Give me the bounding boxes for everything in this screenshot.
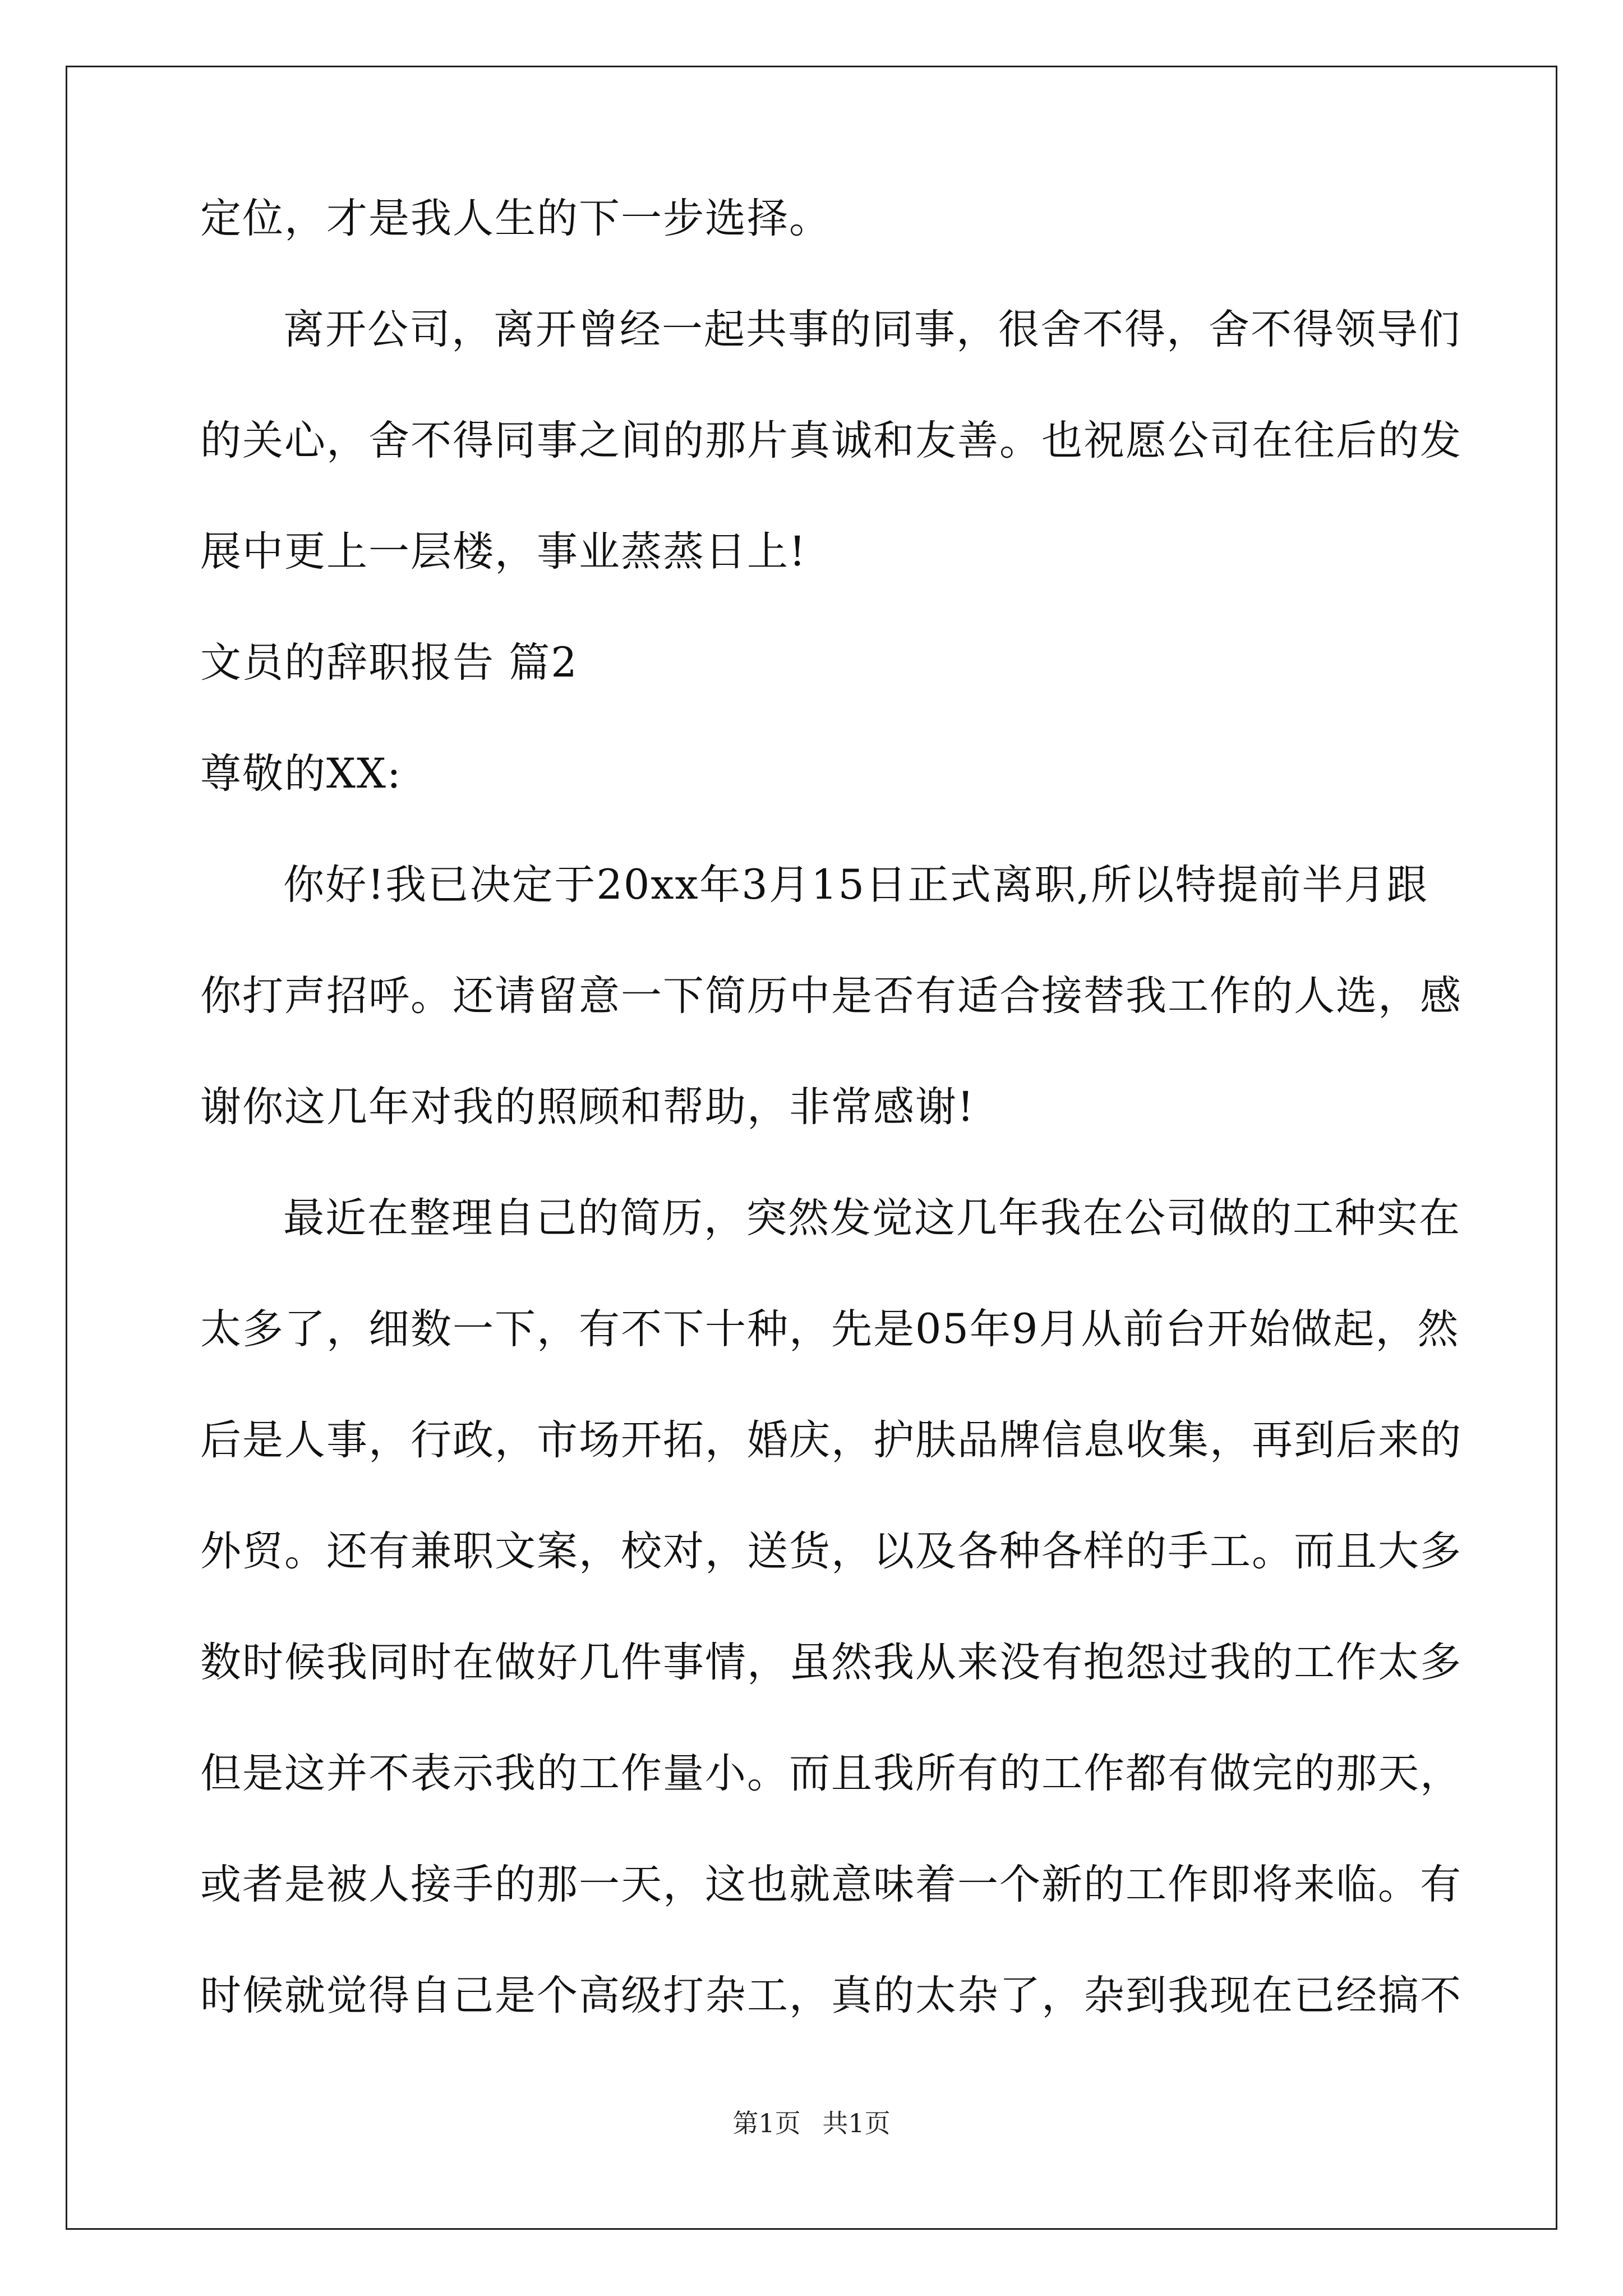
paragraph-line: 但是这并不表示我的工作量小。而且我所有的工作都有做完的那天，: [200, 1750, 1462, 1797]
paragraph-line: 定位，才是我人生的下一步选择。: [200, 195, 831, 242]
section-heading: 文员的辞职报告 篇2: [200, 639, 578, 687]
paragraph-line: 时候就觉得自己是个高级打杂工，真的太杂了，杂到我现在已经搞不: [200, 1972, 1462, 2019]
paragraph-line: 或者是被人接手的那一天，这也就意味着一个新的工作即将来临。有: [200, 1861, 1462, 1908]
page-footer: [0, 2106, 1623, 2140]
paragraph-line: 展中更上一层楼，事业蒸蒸日上!: [200, 528, 807, 576]
page-number-current: 第1页: [732, 2108, 801, 2138]
paragraph-line: 太多了，细数一下，有不下十种，先是05年9月从前台开始做起，然: [200, 1305, 1460, 1353]
paragraph-line: 谢你这几年对我的照顾和帮助，非常感谢!: [200, 1083, 975, 1131]
paragraph-line: 数时候我同时在做好几件事情，虽然我从来没有抱怨过我的工作太多: [200, 1639, 1462, 1686]
paragraph-line: 最近在整理自己的简历，突然发觉这几年我在公司做的工种实在: [283, 1194, 1461, 1242]
paragraph-line: 离开公司，离开曾经一起共事的同事，很舍不得，舍不得领导们: [283, 306, 1461, 353]
page-number-total: 共1页: [822, 2108, 891, 2138]
paragraph-line: 的关心，舍不得同事之间的那片真诚和友善。也祝愿公司在往后的发: [200, 417, 1462, 464]
salutation: 尊敬的XX:: [200, 750, 402, 798]
paragraph-line: 你好!我已决定于20xx年3月15日正式离职,所以特提前半月跟: [283, 861, 1428, 909]
paragraph-line: 后是人事，行政，市场开拓，婚庆，护肤品牌信息收集，再到后来的: [200, 1416, 1462, 1464]
paragraph-line: 你打声招呼。还请留意一下简历中是否有适合接替我工作的人选，感: [200, 972, 1462, 1020]
paragraph-line: 外贸。还有兼职文案，校对，送货，以及各种各样的手工。而且大多: [200, 1527, 1462, 1575]
